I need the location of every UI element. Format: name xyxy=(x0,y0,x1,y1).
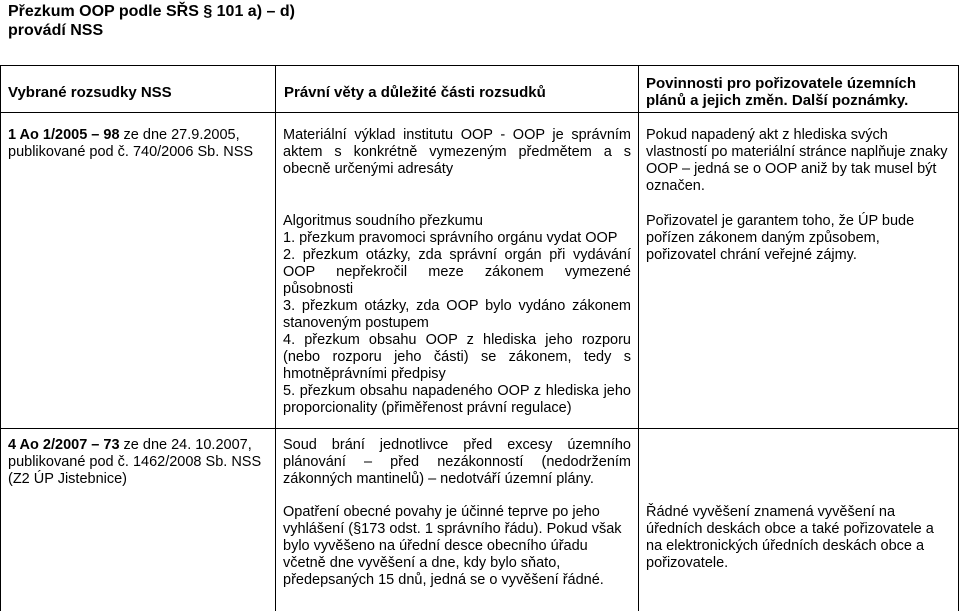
header-legal-sentences: Právní věty a důležité části rozsudků xyxy=(284,84,546,101)
ruling-1-number: 1 Ao 1/2005 – 98 xyxy=(8,127,120,143)
algorithm-step-5: 5. přezkum obsahu napadeného OOP z hlediska jeho proporcionality (přiměřenost právní regulace) xyxy=(283,383,631,416)
ruling-1-legal-sentence: Materiální výklad institutu OOP - OOP je správním aktem s konkrétně vymezeným předmětem a s obecně určenými adresáty xyxy=(283,127,631,177)
ruling-2-publication-rule: Opatření obecné povahy je účinné teprve po jeho vyhlášení (§173 odst. 1 správního řádu). Pokud však bylo vyvěšeno na úřední desce obecního úřadu včetně dne vyvěšení a dne, kdy bylo sňato, předepsaných 15 dnů, jedná se o vyvěšení řádné. xyxy=(283,504,622,588)
ruling-2-number: 4 Ao 2/2007 – 73 xyxy=(8,437,120,453)
ruling-2-plan-name: (Z2 ÚP Jistebnice) xyxy=(8,471,127,487)
header-obligations-line-2: plánů a jejich změn. Další poznámky. xyxy=(646,92,909,109)
algorithm-note: Pořizovatel je garantem toho, že ÚP bude pořízen zákonem daným způsobem, pořizovatel chrání veřejné zájmy. xyxy=(646,213,915,263)
column-divider-2 xyxy=(638,65,639,611)
algorithm-step-2: 2. přezkum otázky, zda správní orgán při vydávání OOP nepřekročil meze zákonem vymezené působnosti xyxy=(283,247,631,297)
ruling-1-publication: publikované pod č. 740/2006 Sb. NSS xyxy=(8,144,254,160)
ruling-2-date: ze dne 24. 10.2007, xyxy=(119,437,252,453)
algorithm-step-3: 3. přezkum otázky, zda OOP bylo vydáno zákonem stanoveným postupem xyxy=(283,298,631,331)
document-title xyxy=(8,2,408,40)
ruling-1-date: ze dne 27.9.2005, xyxy=(119,127,240,143)
ruling-2-note: Řádné vyvěšení znamená vyvěšení na úředních deskách obce a také pořizovatele a na elektronických úředních deskách obce a pořizovatele. xyxy=(646,504,934,571)
header-obligations-line-1: Povinnosti pro pořizovatele územních xyxy=(646,75,917,92)
ruling-1-ao-1-2005 xyxy=(8,127,270,161)
algorithm-step-4: 4. přezkum obsahu OOP z hlediska jeho rozporu (nebo rozporu jeho části) se zákonem, tedy s hmotněprávními předpisy xyxy=(283,332,631,382)
column-divider-1 xyxy=(275,65,276,611)
review-algorithm xyxy=(283,213,631,417)
header-obligations xyxy=(646,75,954,109)
ruling-2-legal-sentence: Soud brání jednotlivce před excesy územního plánování – před nezákonností (nedodržením zákonných mantinelů) – nedotváří územní plány. xyxy=(283,437,631,487)
title-line-1: Přezkum OOP podle SŘS § 101 a) – d) xyxy=(8,3,295,20)
header-bottom-border xyxy=(0,112,959,113)
algorithm-step-1: 1. přezkum pravomoci správního orgánu vydat OOP xyxy=(283,230,618,246)
table-top-border xyxy=(0,65,959,66)
table-left-border xyxy=(0,65,1,611)
ruling-2-publication: publikované pod č. 1462/2008 Sb. NSS xyxy=(8,454,262,470)
row-divider xyxy=(0,428,959,429)
ruling-1-note: Pokud napadený akt z hlediska svých vlastností po materiální stránce naplňuje znaky OOP – jedná se o OOP aniž by tak musel být označen. xyxy=(646,127,948,194)
title-line-2: provádí NSS xyxy=(8,22,104,39)
ruling-2-ao-2-2007 xyxy=(8,437,270,488)
algorithm-title: Algoritmus soudního přezkumu xyxy=(283,213,483,229)
header-rulings: Vybrané rozsudky NSS xyxy=(8,84,172,101)
